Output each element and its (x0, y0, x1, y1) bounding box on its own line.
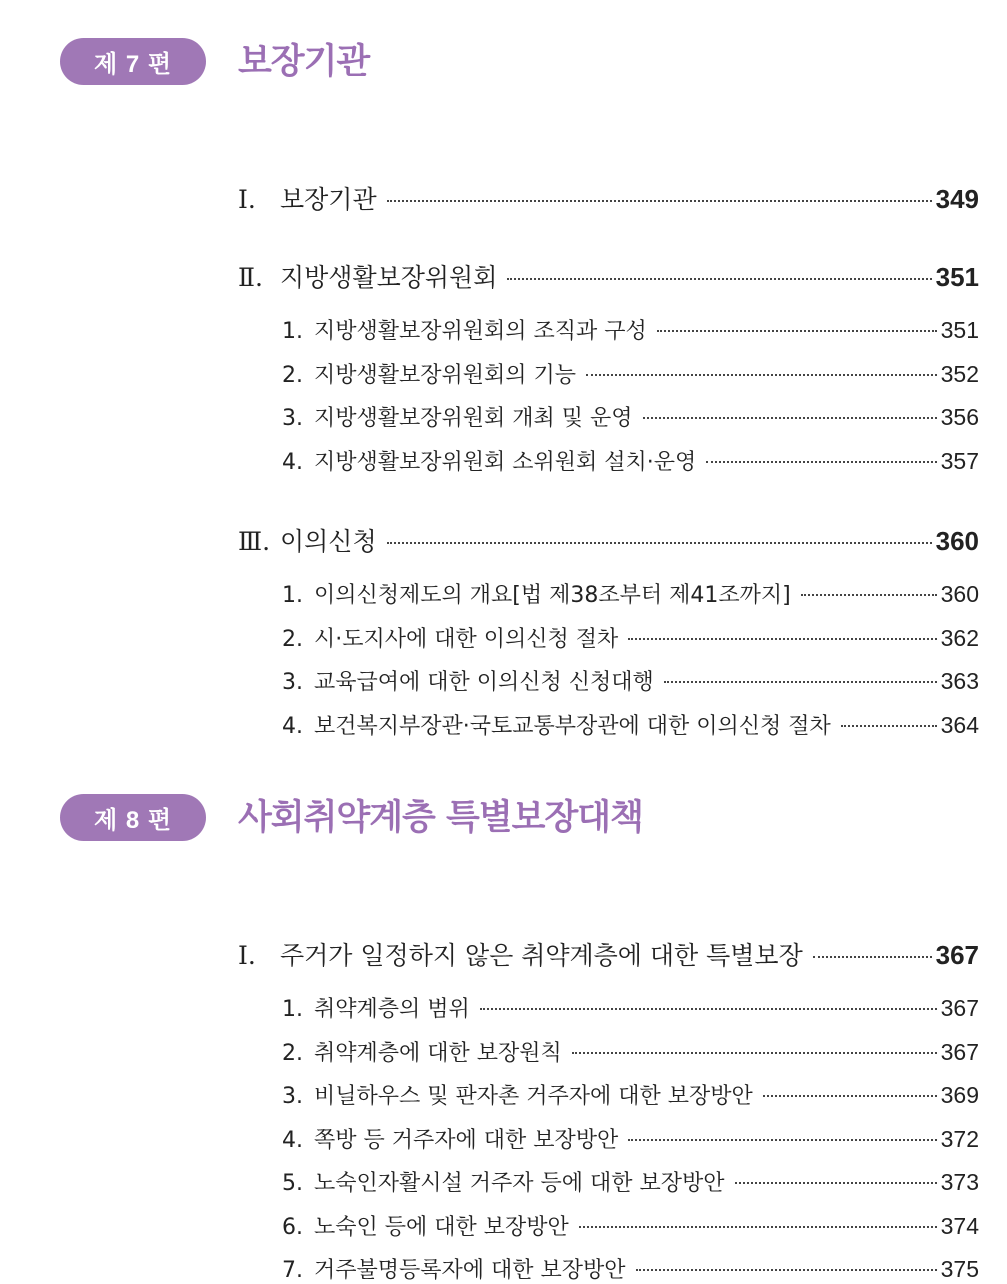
entry-label: 시·도지사에 대한 이의신청 절차 (314, 627, 619, 652)
dot-leader (586, 374, 937, 376)
entry-label: 지방생활보장위원회 개최 및 운영 (314, 406, 633, 431)
dot-leader (664, 681, 937, 683)
entry-page-number: 363 (940, 668, 979, 694)
entry-page-number: 367 (940, 995, 979, 1021)
toc-subsection-entry[interactable] (282, 1079, 979, 1110)
entry-page-number: 374 (940, 1213, 979, 1239)
part-badge: 제 8 편 (60, 794, 206, 841)
toc-subsection-entry[interactable] (282, 992, 979, 1023)
entry-number: 2. (282, 1041, 303, 1066)
entry-number: 6. (282, 1215, 303, 1240)
entry-number: 3. (282, 1084, 303, 1109)
dot-leader (706, 461, 936, 463)
entry-label: 비닐하우스 및 판자촌 거주자에 대한 보장방안 (314, 1084, 753, 1109)
entry-label: 지방생활보장위원회 소위원회 설치·운영 (314, 450, 697, 475)
entry-label: 이의신청 (280, 527, 377, 556)
entry-number: 2. (282, 627, 303, 652)
part-section-8 (0, 794, 1007, 1283)
part-header (0, 794, 1007, 844)
toc-section-entry[interactable] (238, 936, 979, 972)
toc-subsection-entry[interactable] (282, 1166, 979, 1197)
entry-label: 지방생활보장위원회의 조직과 구성 (314, 319, 647, 344)
toc-subsection-entry[interactable] (282, 1253, 979, 1284)
part-title: 보장기관 (238, 42, 370, 82)
dot-leader (636, 1269, 937, 1271)
entry-page-number: 360 (940, 581, 979, 607)
toc-subsection-entry[interactable] (282, 314, 979, 345)
entry-label: 보건복지부장관·국토교통부장관에 대한 이의신청 절차 (314, 714, 831, 739)
entry-number: Ⅰ. (238, 185, 256, 214)
toc-subsection-entry[interactable] (282, 622, 979, 653)
entry-label: 교육급여에 대한 이의신청 신청대행 (314, 670, 654, 695)
entry-page-number: 357 (940, 448, 979, 474)
entry-number: 4. (282, 714, 303, 739)
toc-subsection-entry[interactable] (282, 665, 979, 696)
entry-label: 지방생활보장위원회 (280, 263, 498, 292)
entry-number: Ⅰ. (238, 941, 256, 970)
entry-number: 7. (282, 1258, 303, 1283)
entry-page-number: 362 (940, 625, 979, 651)
entry-page-number: 349 (935, 184, 979, 214)
dot-leader (841, 725, 937, 727)
entry-label: 거주불명등록자에 대한 보장방안 (314, 1258, 626, 1283)
entry-label: 노숙인자활시설 거주자 등에 대한 보장방안 (314, 1171, 725, 1196)
dot-leader (628, 1139, 936, 1141)
part-title: 사회취약계층 특별보장대책 (238, 798, 643, 838)
part-section-7 (0, 38, 1007, 739)
dot-leader (579, 1226, 937, 1228)
dot-leader (657, 330, 937, 332)
dot-leader (387, 200, 932, 202)
dot-leader (763, 1095, 937, 1097)
entry-page-number: 369 (940, 1082, 979, 1108)
dot-leader (643, 417, 937, 419)
entry-label: 이의신청제도의 개요[법 제38조부터 제41조까지] (314, 583, 791, 608)
entry-page-number: 352 (940, 361, 979, 387)
toc-section-entry[interactable] (238, 522, 979, 558)
entry-page-number: 364 (940, 712, 979, 738)
entry-number: 1. (282, 583, 303, 608)
entry-label: 취약계층에 대한 보장원칙 (314, 1041, 562, 1066)
dot-leader (628, 638, 936, 640)
entry-label: 취약계층의 범위 (314, 997, 470, 1022)
dot-leader (480, 1008, 937, 1010)
entry-page-number: 351 (935, 262, 979, 292)
part-badge: 제 7 편 (60, 38, 206, 85)
entry-page-number: 356 (940, 404, 979, 430)
dot-leader (507, 278, 931, 280)
entry-label: 지방생활보장위원회의 기능 (314, 363, 577, 388)
entry-number: 5. (282, 1171, 303, 1196)
entry-page-number: 367 (940, 1039, 979, 1065)
toc-subsection-entry[interactable] (282, 578, 979, 609)
entry-page-number: 351 (940, 317, 979, 343)
toc-subsection-entry[interactable] (282, 401, 979, 432)
part-header (0, 38, 1007, 88)
dot-leader (387, 542, 932, 544)
entry-label: 주거가 일정하지 않은 취약계층에 대한 특별보장 (280, 941, 803, 970)
dot-leader (813, 956, 932, 958)
entry-page-number: 367 (935, 940, 979, 970)
entry-label: 노숙인 등에 대한 보장방안 (314, 1215, 569, 1240)
entry-number: 2. (282, 363, 303, 388)
entry-number: 1. (282, 997, 303, 1022)
toc-subsection-entry[interactable] (282, 1123, 979, 1154)
entry-page-number: 372 (940, 1126, 979, 1152)
entry-number: 3. (282, 406, 303, 431)
toc-section-entry[interactable] (238, 258, 979, 294)
toc-section-entry[interactable] (238, 180, 979, 216)
entry-number: Ⅱ. (238, 263, 263, 292)
toc-subsection-entry[interactable] (282, 709, 979, 740)
entry-number: Ⅲ. (238, 527, 271, 556)
entry-number: 4. (282, 450, 303, 475)
entry-number: 4. (282, 1128, 303, 1153)
toc-subsection-entry[interactable] (282, 1036, 979, 1067)
dot-leader (735, 1182, 937, 1184)
entry-number: 3. (282, 670, 303, 695)
entry-label: 보장기관 (280, 185, 377, 214)
entry-page-number: 375 (940, 1256, 979, 1282)
entry-page-number: 373 (940, 1169, 979, 1195)
toc-subsection-entry[interactable] (282, 1210, 979, 1241)
dot-leader (801, 594, 937, 596)
toc-subsection-entry[interactable] (282, 445, 979, 476)
toc-subsection-entry[interactable] (282, 358, 979, 389)
entry-page-number: 360 (935, 526, 979, 556)
dot-leader (572, 1052, 937, 1054)
entry-label: 쪽방 등 거주자에 대한 보장방안 (314, 1128, 619, 1153)
entry-number: 1. (282, 319, 303, 344)
